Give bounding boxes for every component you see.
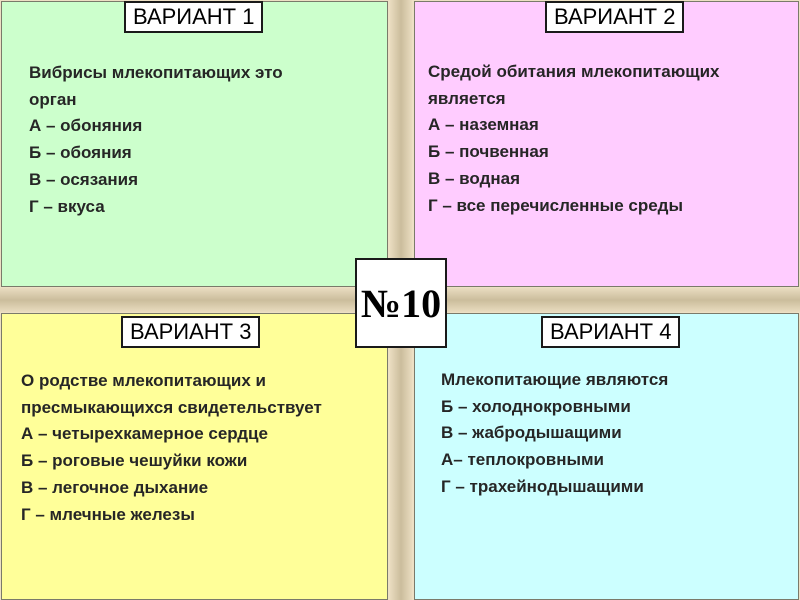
answer-option: Г – трахейнодышащими xyxy=(441,476,644,496)
variant-4-title: ВАРИАНТ 4 xyxy=(541,316,680,348)
question-line: орган xyxy=(29,89,77,109)
answer-option: Б – обояния xyxy=(29,143,132,163)
variant-3-title: ВАРИАНТ 3 xyxy=(121,316,260,348)
variant-1-question xyxy=(29,60,283,220)
answer-option: А– теплокровными xyxy=(441,450,605,470)
answer-option: А – наземная xyxy=(428,115,539,135)
variant-4-question xyxy=(441,367,668,501)
card-number-badge: №10 xyxy=(355,258,447,348)
answer-option: В – водная xyxy=(428,168,520,188)
answer-option: Б – почвенная xyxy=(428,142,549,162)
question-line: Вибрисы млекопитающих это xyxy=(29,63,283,82)
answer-option: В – осязания xyxy=(29,169,139,189)
question-line: Млекопитающие являются xyxy=(441,370,669,389)
answer-option: В – жабродышащими xyxy=(441,423,622,443)
question-line: пресмыкающихся свидетельствует xyxy=(21,397,322,417)
question-line: является xyxy=(428,88,506,108)
answer-option: Г – вкуса xyxy=(29,196,105,216)
variant-2-title: ВАРИАНТ 2 xyxy=(545,1,684,33)
answer-option: Г – млечные железы xyxy=(21,504,195,524)
answer-option: Б – холоднокровными xyxy=(441,396,631,416)
variant-3-question xyxy=(21,368,322,528)
answer-option: А – четырехкамерное сердце xyxy=(21,424,268,444)
answer-option: Б – роговые чешуйки кожи xyxy=(21,451,248,471)
answer-option: А – обоняния xyxy=(29,116,143,136)
answer-option: Г – все перечисленные среды xyxy=(428,195,683,215)
variant-2-question xyxy=(428,59,719,219)
question-line: Средой обитания млекопитающих xyxy=(428,62,720,81)
answer-option: В – легочное дыхание xyxy=(21,477,209,497)
variant-1-title: ВАРИАНТ 1 xyxy=(124,1,263,33)
question-line: О родстве млекопитающих и xyxy=(21,371,266,390)
